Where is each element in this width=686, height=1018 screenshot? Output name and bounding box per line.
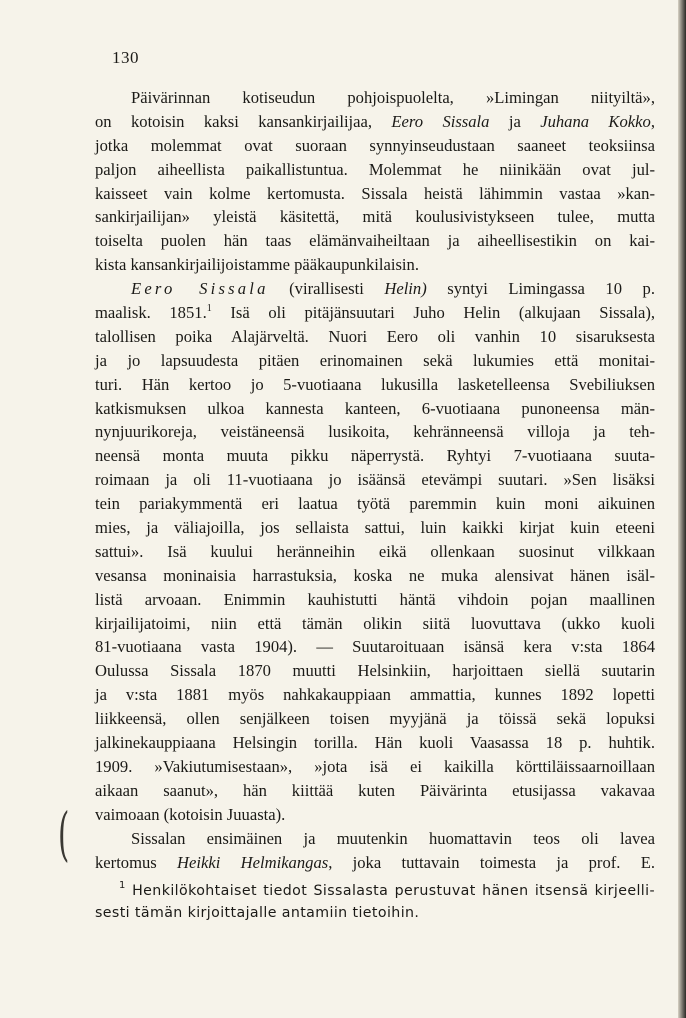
text-line: kirjailijatoimi, niin että tämän olikin siitä luovuttava (ukko kuoli bbox=[95, 613, 655, 633]
text-line: paljon aiheellista paikallistuntua. Molemmat he niinikään ovat jul- bbox=[95, 159, 655, 179]
text-line: kertomus Heikki Helmikangas, joka tuttavain toimesta ja prof. E. bbox=[95, 852, 655, 872]
footnote-marker: 1 bbox=[119, 880, 126, 891]
page-number: 130 bbox=[112, 48, 139, 67]
text-line: toiselta puolen hän taas elämänvaiheiltaan ja aiheellisestikin on kai- bbox=[95, 231, 655, 251]
margin-bracket-mark: ( bbox=[58, 800, 70, 868]
text-line: listä arvoaan. Enimmin kauhistutti häntä vihdoin pojan maallinen bbox=[95, 589, 655, 609]
footnote-line: sesti tämän kirjoittajalle antamiin tietoihin. bbox=[95, 905, 420, 921]
author-name-sissala: Eero Sissala bbox=[391, 111, 490, 131]
text-line: Päivärinnan kotiseudun pohjoispuolelta, »Limingan niityiltä», bbox=[131, 88, 655, 107]
text-line: 81-vuotiaana vasta 1904). — Suutaroituaan isänsä kera v:sta 1864 bbox=[95, 637, 655, 657]
text-line: tein pariakymmentä eri laatua työtä paremmin kuin moni aikuinen bbox=[95, 494, 655, 514]
text-line: neensä monta muuta pikku näperrystä. Ryhtyi 7-vuotiaana suuta- bbox=[95, 446, 655, 466]
page-edge bbox=[678, 0, 686, 1018]
text-line: Sissalan ensimäinen ja muutenkin huomattavin teos oli lavea bbox=[131, 828, 655, 848]
text-line: nynjuurikoreja, veistäneensä lusikoita, kehränneensä villoja ja teh- bbox=[95, 422, 655, 442]
footnote bbox=[95, 880, 655, 924]
text-line: sankirjailijan» yleistä käsitettä, mitä koulusivistykseen tulee, mutta bbox=[95, 207, 655, 227]
text-line: Oulussa Sissala 1870 muutti Helsinkiin, harjoittaen siellä suutarin bbox=[95, 661, 655, 681]
footnote-line: $^1$ Henkilökohtaiset tiedot Sissalasta perustuvat hänen itsensä kirjeelli- bbox=[119, 880, 655, 899]
author-name-kokko: Juhana Kokko bbox=[540, 111, 651, 131]
text-line: aikaan saanut», hän kiittää kuten Päivärinta etusijassa vakavaa bbox=[95, 780, 655, 800]
text-line: kaisseet vain kolme kertomusta. Sissala heistä lähimmin vastaa »kan- bbox=[95, 183, 655, 203]
text-line: turi. Hän kertoo jo 5-vuotiaana lukusilla lasketelleensa Svebiliuksen bbox=[95, 374, 655, 394]
text-line: jalkinekauppiaana Helsingin torilla. Hän kuoli Vaasassa 18 p. huhtik. bbox=[95, 733, 655, 753]
text-line: maalisk. 1851.$^1$ Isä oli pitäjänsuutari Juho Helin (alkujaan Sissala), bbox=[95, 303, 655, 323]
body-text bbox=[95, 86, 655, 874]
text-line: ja v:sta 1881 myös nahkakauppiaan ammattia, kunnes 1892 lopetti bbox=[95, 685, 655, 705]
text-line: on kotoisin kaksi kansankirjailijaa, Eero Sissala ja Juhana Kokko, bbox=[95, 111, 655, 131]
text-line: vaimoaan (kotoisin Juuasta). bbox=[95, 804, 286, 824]
text-line: sattui». Isä kuului heränneihin eikä ollenkaan suosinut vilkkaan bbox=[95, 541, 655, 561]
footnote-ref: 1 bbox=[206, 303, 212, 315]
text-line: mies, ja väliajoilla, jos sellaista sattui, luin kaikki kirjat kuin eteeni bbox=[95, 518, 655, 538]
text-line: Eero Sissala (virallisesti Helin) syntyi Limingassa 10 p. bbox=[131, 279, 655, 299]
text-line: talollisen poika Alajärveltä. Nuori Eero oli vanhin 10 sisaruksesta bbox=[95, 326, 655, 346]
text-line: ja jo lapsuudesta pitäen erinomainen sekä lukumies että monitai- bbox=[95, 350, 655, 370]
text-line: liikkeensä, ollen senjälkeen toisen myyjänä ja töissä sekä lopuksi bbox=[95, 709, 655, 729]
text-line: roimaan ja oli 11-vuotiaana jo isäänsä etevämpi suutari. »Sen lisäksi bbox=[95, 470, 655, 490]
text-line: 1909. »Vakiutumisestaan», »jota isä ei kaikilla körttiläissaarnoillaan bbox=[95, 756, 655, 776]
text-line: katkismuksen ulkoa kannesta kanteen, 6-vuotiaana punoneensa män- bbox=[95, 398, 655, 418]
work-title: Heikki Helmikangas bbox=[177, 852, 329, 872]
text-line: vesansa moninaisia harrastuksia, koska ne muka alensivat hänen isäl- bbox=[95, 565, 655, 585]
spaced-name: Eero Sissala bbox=[131, 279, 269, 299]
text-line: jotka molemmat ovat suoraan synnyinseudustaan saaneet teoksiinsa bbox=[95, 135, 655, 155]
text-line: kista kansankirjailijoistamme pääkaupunkilaisin. bbox=[95, 255, 419, 275]
